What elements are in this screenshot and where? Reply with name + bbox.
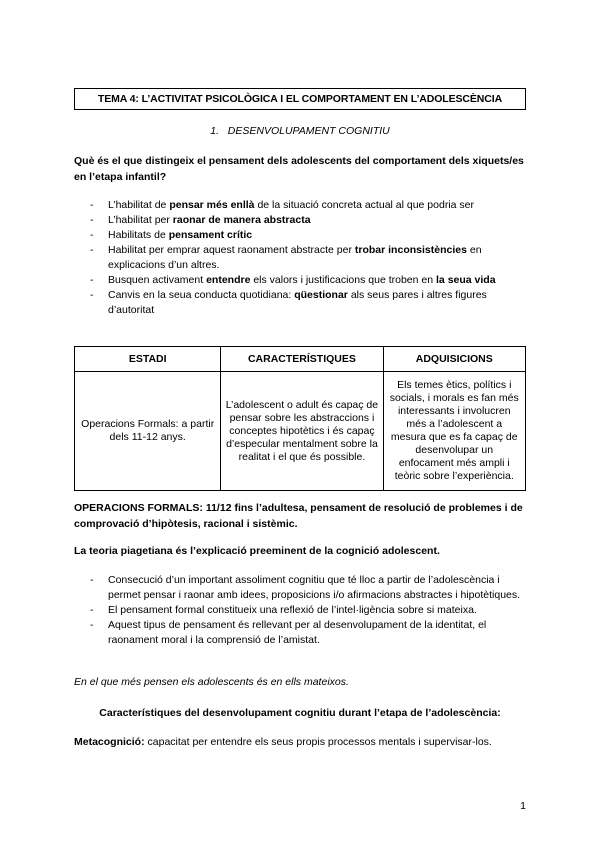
table-row: [75, 372, 526, 491]
list-item: - Habilitats de pensament crític: [90, 229, 253, 241]
dash-marker: -: [90, 289, 94, 301]
list-item: - Habilitat per emprar aquest raonament abstracte per trobar inconsistències en explicacions d’un altres.: [90, 244, 482, 271]
section-heading: [0, 125, 600, 137]
formal-thought-list: [74, 573, 530, 648]
metacognition-term: Metacognició:: [74, 736, 145, 748]
theory-statement: La teoria piagetiana és l’explicació preeminent de la cognició adolescent.: [74, 545, 440, 557]
table-cell: Els temes ètics, polítics i socials, i morals es fan més interessants i involucren més a l’adolescent a mesura que es fa capaç de desenvolupar un enfocament més ampli i teòric sobre l’experiència.: [383, 372, 525, 491]
list-item: - Consecució d’un important assoliment cognitiu que té lloc a partir de l’adolescència i permet pensar i raonar amb idees, proposicions i/o afirmacions abstractes i hipotètiques.: [90, 574, 521, 601]
dash-marker: -: [90, 619, 94, 631]
characteristics-heading: Característiques del desenvolupament cognitiu durant l’etapa de l’adolescència:: [99, 707, 501, 719]
dash-marker: -: [90, 604, 94, 616]
table-cell: Operacions Formals: a partir dels 11-12 anys.: [75, 372, 221, 491]
list-item: - Busquen activament entendre els valors i justificacions que troben en la seua vida: [90, 274, 496, 286]
dash-marker: -: [90, 214, 94, 226]
list-item: - L’habilitat de pensar més enllà de la situació concreta actual al que podria ser: [90, 199, 474, 211]
table-header-row: [75, 347, 526, 372]
list-item: - L’habilitat per raonar de manera abstracta: [90, 214, 311, 226]
column-header: CARACTERÍSTIQUES: [221, 347, 383, 372]
dash-marker: -: [90, 274, 94, 286]
document-title: TEMA 4: L’ACTIVITAT PSICOLÒGICA I EL COMPORTAMENT EN L’ADOLESCÈNCIA: [74, 88, 526, 110]
section-title: DESENVOLUPAMENT COGNITIU: [227, 125, 390, 137]
metacognition-text: capacitat per entendre els seus propis processos mentals i supervisar-los.: [144, 736, 492, 748]
dash-marker: -: [90, 244, 94, 256]
metacognition-definition: [74, 736, 492, 748]
stages-table: [74, 346, 526, 491]
formal-operations-paragraph: OPERACIONS FORMALS: 11/12 fins l’adultesa, pensament de resolució de problemes i de comprovació d’hipòtesis, racional i sistèmic.: [74, 502, 523, 530]
list-item: - Aquest tipus de pensament és rellevant per al desenvolupament de la identitat, el raonament moral i la comprensió de l’amistat.: [90, 619, 487, 646]
dash-marker: -: [90, 574, 94, 586]
table-cell: L’adolescent o adult és capaç de pensar sobre les abstraccions i conceptes hipotètics i és capaç d’especular mentalment sobre la realitat i el que és possible.: [221, 372, 383, 491]
list-item: - El pensament formal constitueix una reflexió de l’intel·ligència sobre si mateixa.: [90, 604, 477, 616]
section-number: 1.: [210, 125, 219, 137]
list-item: - Canvis en la seua conducta quotidiana: qüestionar als seus pares i altres figures d’autoritat: [90, 289, 487, 316]
column-header: ESTADI: [75, 347, 221, 372]
page-number: 1: [520, 800, 526, 812]
question-heading: Què és el que distingeix el pensament dels adolescents del comportament dels xiquets/es en l’etapa infantil?: [74, 155, 524, 183]
dash-marker: -: [90, 199, 94, 211]
column-header: ADQUISICIONS: [383, 347, 525, 372]
italic-note: En el que més pensen els adolescents és en ells mateixos.: [74, 676, 349, 688]
characteristics-list: [74, 198, 530, 318]
dash-marker: -: [90, 229, 94, 241]
